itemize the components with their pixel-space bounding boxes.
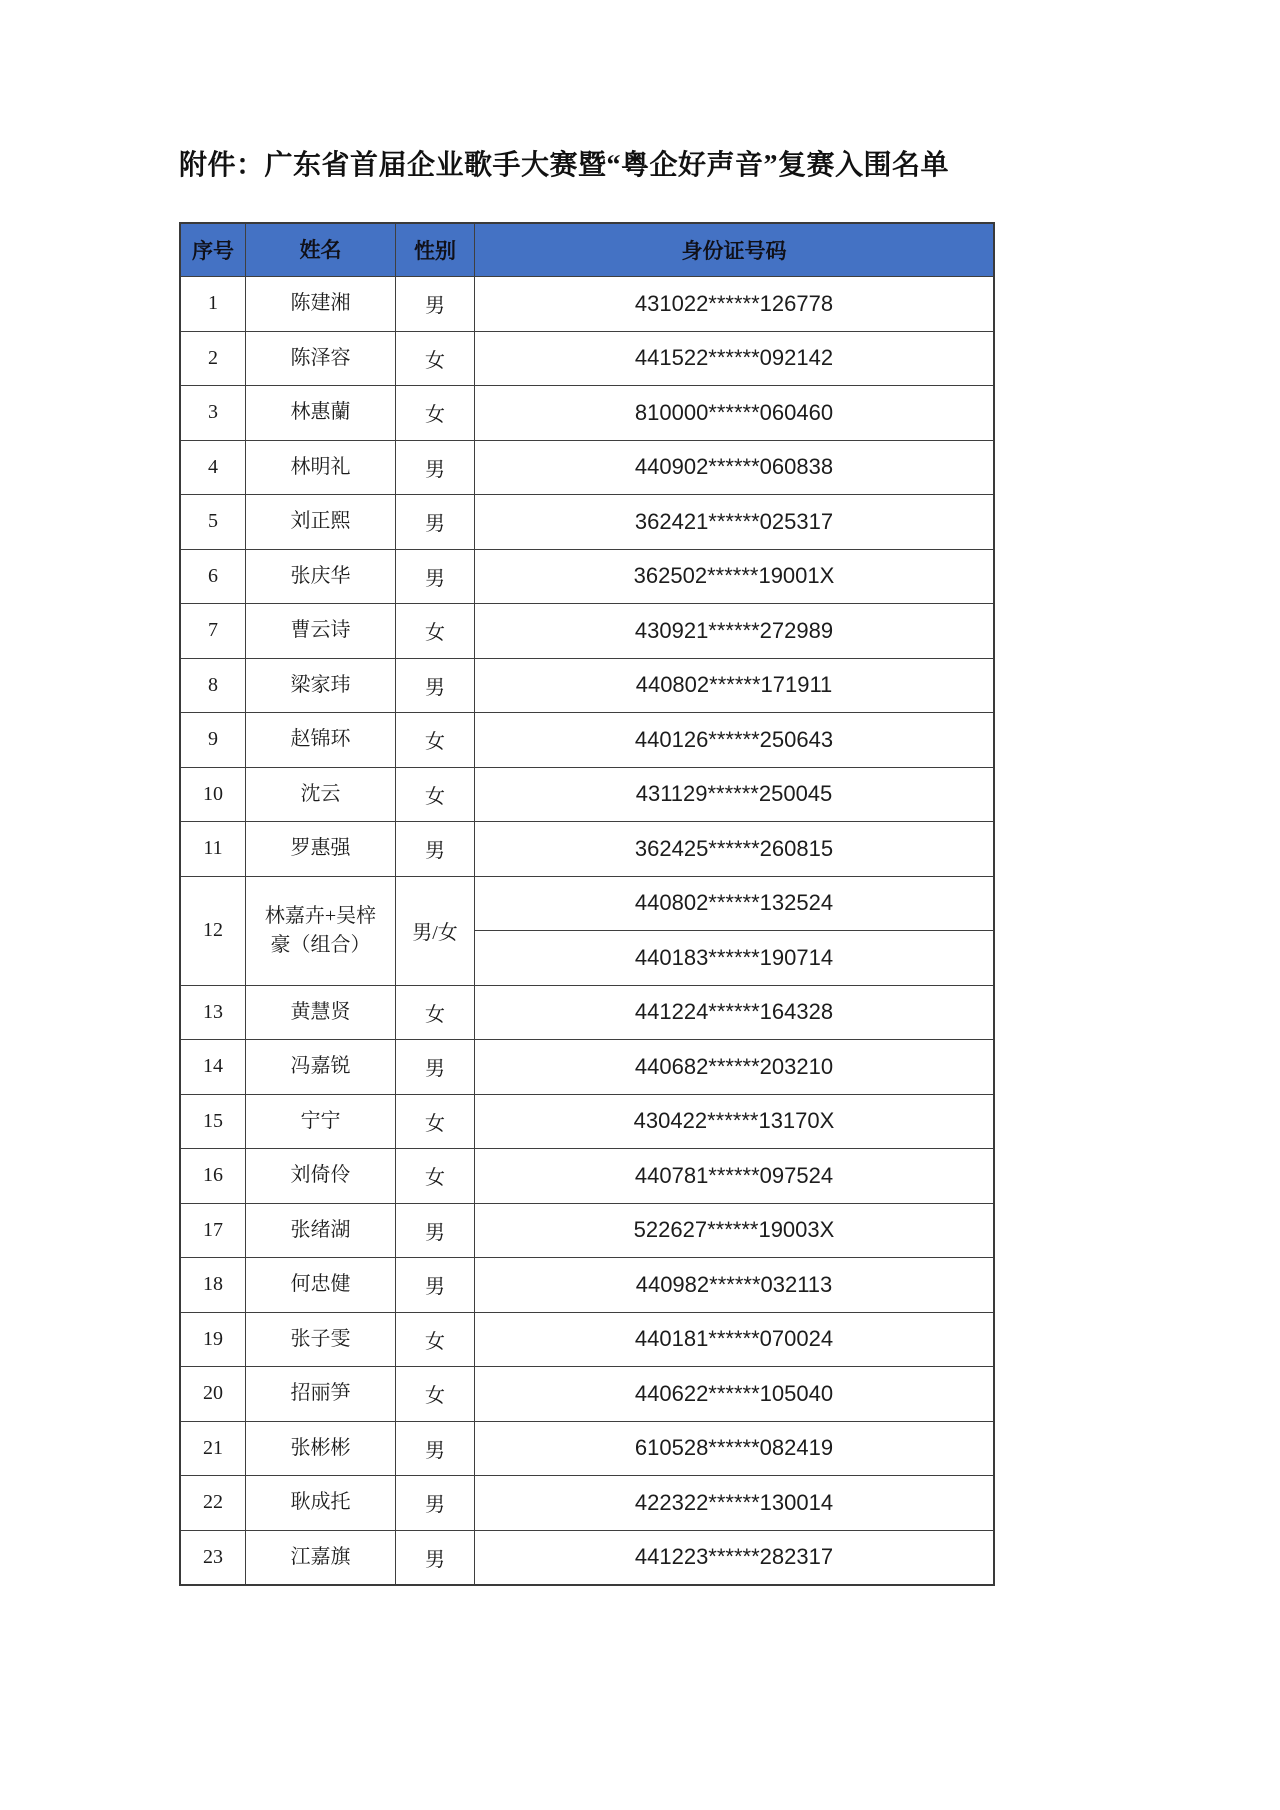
cell-seq: 5 [208,510,218,533]
cell-seq: 12 [203,919,223,941]
cell-name: 张子雯 [245,1313,395,1367]
cell-name: 曹云诗 [245,604,395,658]
cell-gender: 男/女 [395,877,474,985]
cell-id: 430422******13170X [474,1095,993,1149]
cell-gender: 女 [395,1095,474,1149]
cell-seq: 23 [203,1545,223,1568]
table-row [181,1257,993,1312]
cell-gender: 女 [395,332,474,386]
table-row [181,276,993,331]
table-row [181,385,993,440]
table-row [181,1203,993,1258]
table-row [181,1039,993,1094]
cell-gender: 女 [395,768,474,822]
cell-id: 441522******092142 [474,332,993,386]
cell-gender: 男 [395,277,474,331]
table-row [181,821,993,876]
table-row [181,1530,993,1585]
cell-gender: 男 [395,822,474,876]
cell-gender: 女 [395,604,474,658]
cell-seq: 15 [203,1109,223,1132]
cell-id: 422322******130014 [474,1476,993,1530]
cell-gender: 男 [395,550,474,604]
cell-gender: 男 [395,441,474,495]
cell-id: 441224******164328 [474,986,993,1040]
cell-gender: 男 [395,659,474,713]
cell-id: 440982******032113 [474,1258,993,1312]
cell-gender: 男 [395,495,474,549]
cell-name: 赵锦环 [245,713,395,767]
cell-name: 何忠健 [245,1258,395,1312]
cell-name: 宁宁 [245,1095,395,1149]
table-row [181,1094,993,1149]
cell-name: 刘倚伶 [245,1149,395,1203]
cell-name: 刘正熙 [245,495,395,549]
cell-gender: 男 [395,1258,474,1312]
cell-id: 441223******282317 [474,1531,993,1585]
table-row [181,549,993,604]
cell-name: 耿成托 [245,1476,395,1530]
cell-seq: 17 [203,1218,223,1241]
table-row [181,1366,993,1421]
table-row [181,1312,993,1367]
cell-gender: 男 [395,1531,474,1585]
cell-name: 梁家玮 [245,659,395,713]
cell-gender: 男 [395,1476,474,1530]
column-header-seq: 序号 [192,239,234,263]
table-row [181,603,993,658]
cell-seq: 14 [203,1055,223,1078]
cell-seq: 2 [208,346,218,369]
cell-seq: 22 [203,1491,223,1514]
column-header-name: 姓名 [245,224,395,276]
cell-id: 362421******025317 [474,495,993,549]
cell-id: 431129******250045 [474,768,993,822]
cell-name: 沈云 [245,768,395,822]
cell-id: 440126******250643 [474,713,993,767]
cell-name: 陈泽容 [245,332,395,386]
page-title: 附件：广东省首届企业歌手大赛暨“粤企好声音”复赛入围名单 [179,150,950,181]
cell-id: 362425******260815 [474,822,993,876]
table-row [181,1148,993,1203]
cell-seq: 10 [203,782,223,805]
table-row [181,331,993,386]
cell-id: 440622******105040 [474,1367,993,1421]
cell-gender: 女 [395,986,474,1040]
cell-id: 610528******082419 [474,1422,993,1476]
table-body [181,276,993,1584]
cell-gender: 女 [395,713,474,767]
table-row [181,767,993,822]
cell-name: 林嘉卉+吴梓豪（组合） [245,877,395,985]
cell-seq: 19 [203,1327,223,1350]
cell-seq: 18 [203,1273,223,1296]
cell-name: 林惠蘭 [245,386,395,440]
cell-seq: 6 [208,564,218,587]
cell-gender: 男 [395,1040,474,1094]
table-row [181,1475,993,1530]
table-header-row [181,224,993,276]
cell-gender: 女 [395,1367,474,1421]
table-row [181,440,993,495]
cell-name: 林明礼 [245,441,395,495]
cell-name: 张绪湖 [245,1204,395,1258]
cell-gender: 女 [395,1313,474,1367]
cell-gender: 男 [395,1204,474,1258]
cell-seq: 3 [208,401,218,424]
cell-id: 440682******203210 [474,1040,993,1094]
cell-seq: 1 [208,292,218,315]
cell-seq: 4 [208,455,218,478]
column-header-gender: 性别 [395,224,474,276]
cell-seq: 9 [208,728,218,751]
cell-name: 冯嘉锐 [245,1040,395,1094]
cell-seq: 21 [203,1436,223,1459]
cell-id: 440802******171911 [474,659,993,713]
cell-name: 江嘉旗 [245,1531,395,1585]
cell-id: 440183******190714 [475,930,993,985]
cell-seq: 7 [208,619,218,642]
cell-id: 440181******070024 [474,1313,993,1367]
cell-id: 440802******132524 [634,890,834,916]
cell-id: 430921******272989 [474,604,993,658]
cell-id: 431022******126778 [474,277,993,331]
cell-gender: 女 [395,1149,474,1203]
table-row [181,876,993,985]
table-row [181,494,993,549]
cell-id: 810000******060460 [474,386,993,440]
cell-seq: 16 [203,1164,223,1187]
table-row [181,985,993,1040]
table-row [181,658,993,713]
table-row [181,1421,993,1476]
column-header-id: 身份证号码 [474,224,993,276]
cell-id: 362502******19001X [474,550,993,604]
cell-id: 522627******19003X [474,1204,993,1258]
cell-name: 招丽笋 [245,1367,395,1421]
cell-seq: 20 [203,1382,223,1405]
cell-seq: 11 [203,837,223,860]
cell-name: 陈建湘 [245,277,395,331]
cell-seq: 13 [203,1000,223,1023]
cell-id: 440902******060838 [474,441,993,495]
cell-name: 张庆华 [245,550,395,604]
cell-gender: 女 [395,386,474,440]
cell-id-group [474,877,993,985]
cell-seq: 8 [208,673,218,696]
cell-gender: 男 [395,1422,474,1476]
cell-id: 440781******097524 [474,1149,993,1203]
table-row [181,712,993,767]
cell-name: 罗惠强 [245,822,395,876]
cell-name: 张彬彬 [245,1422,395,1476]
cell-name: 黄慧贤 [245,986,395,1040]
shortlist-table [179,222,995,1586]
